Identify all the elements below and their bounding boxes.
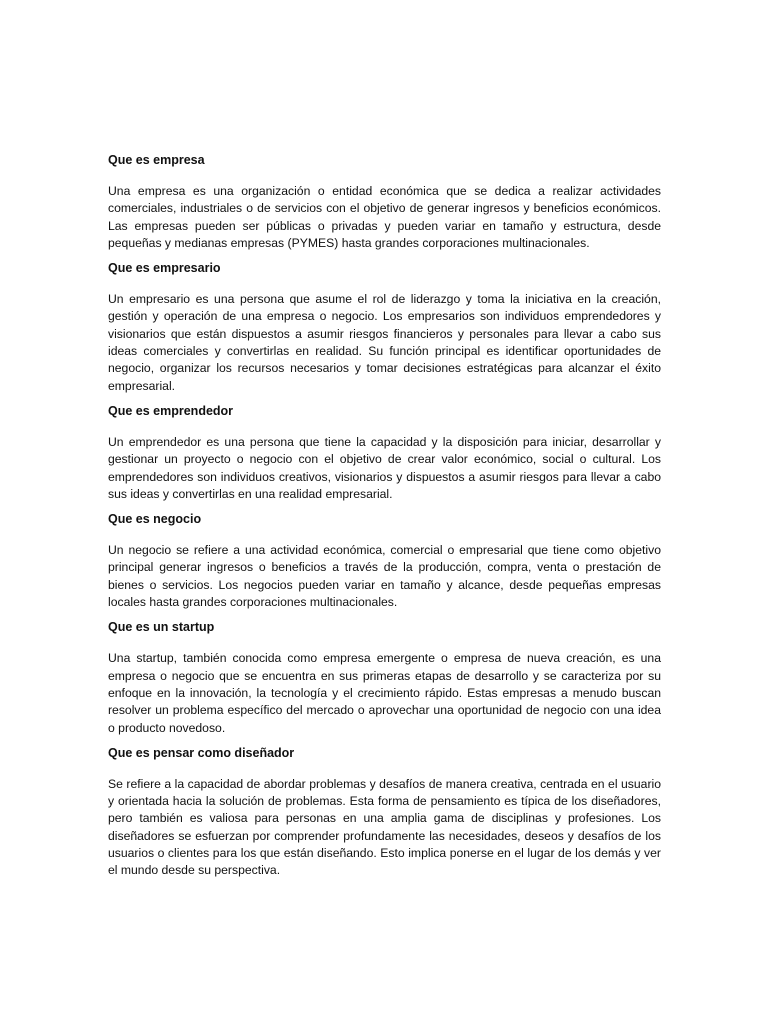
section-body-startup: Una startup, también conocida como empresa emergente o empresa de nueva creación, es una empresa o negocio que se encuentra en sus primeras etapas de desarrollo y se caracteriza por su enfoque en la innovación, la tecnología y el crecimiento rápido. Estas empresas a menudo buscan resolver un problema específico del mercado o aprovechar una oportunidad de negocio con una idea o producto novedoso. [108,651,661,735]
section-title-empresa: Que es empresa [108,153,205,167]
section-body-emprendedor: Un emprendedor es una persona que tiene la capacidad y la disposición para iniciar, desarrollar y gestionar un proyecto o negocio con el objetivo de crear valor económico, social o cultural. Los emprendedores son individuos creativos, visionarios y dispuestos a asumir riesgos para llevar a cabo sus ideas y convertirlas en una realidad empresarial. [108,434,661,501]
section-title-pensar-como-disenador: Que es pensar como diseñador [108,745,295,760]
document-page [108,152,661,888]
section-title-startup: Que es un startup [108,620,215,635]
section-body-empresa: Una empresa es una organización o entidad económica que se dedica a realizar actividades comerciales, industriales o de servicios con el objetivo de generar ingresos y beneficios económicos. Las empresas pueden ser públicas o privadas y pueden variar en tamaño y estructura, desde pequeñas y medianas empresas (PYMES) hasta grandes corporaciones multinacionales. [108,184,661,250]
section-title-emprendedor: Que es emprendedor [108,403,234,418]
section-title-negocio: Que es negocio [108,512,202,527]
section-body-empresario: Un empresario es una persona que asume el rol de liderazgo y toma la iniciativa en la creación, gestión y operación de una empresa o negocio. Los empresarios son individuos emprendedores y visionarios que están dispuestos a asumir riesgos financieros y personales para llevar a cabo sus ideas comerciales y convertirlas en realidad. Su función principal es identificar oportunidades de negocio, organizar los recursos necesarios y tomar decisiones estratégicas para alcanzar el éxito empresarial. [108,292,661,393]
section-body-negocio: Un negocio se refiere a una actividad económica, comercial o empresarial que tiene como objetivo principal generar ingresos o beneficios a través de la producción, compra, venta o prestación de bienes o servicios. Los negocios pueden variar en tamaño y alcance, desde pequeñas empresas locales hasta grandes corporaciones multinacionales. [108,543,661,610]
section-body-pensar-como-disenador: Se refiere a la capacidad de abordar problemas y desafíos de manera creativa, centrada en el usuario y orientada hacia la solución de problemas. Esta forma de pensamiento es típica de los diseñadores, pero también es valiosa para personas en una amplia gama de disciplinas y profesiones. Los diseñadores se esfuerzan por comprender profundamente las necesidades, deseos y desafíos de los usuarios o clientes para los que están diseñando. Esto implica ponerse en el lugar de los demás y ver el mundo desde su perspectiva. [108,776,661,878]
section-title-empresario: Que es empresario [108,261,221,276]
